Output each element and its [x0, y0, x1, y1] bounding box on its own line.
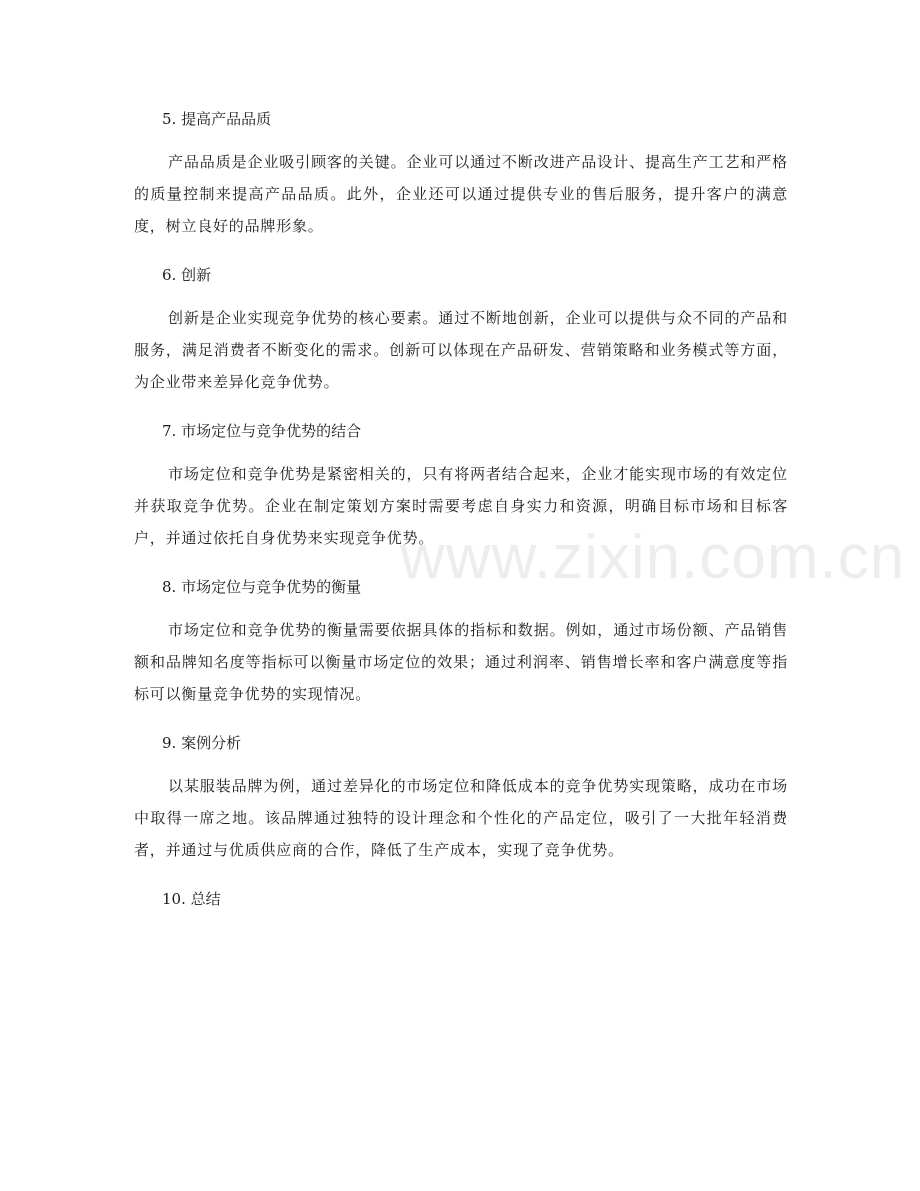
section-paragraph-9: 以某服装品牌为例，通过差异化的市场定位和降低成本的竞争优势实现策略，成功在市场中取得一席之地。该品牌通过独特的设计理念和个性化的产品定位，吸引了一大批年轻消费者，并通过与优质供应商的合作，降低了生产成本，实现了竞争优势。 — [134, 777, 788, 859]
section-heading-8: 8. 市场定位与竞争优势的衡量 — [162, 578, 362, 596]
watermark: www.zixin.com.cn — [400, 523, 906, 592]
document-body — [134, 104, 788, 926]
section-paragraph-7: 市场定位和竞争优势是紧密相关的，只有将两者结合起来，企业才能实现市场的有效定位并获取竞争优势。企业在制定策划方案时需要考虑自身实力和资源，明确目标市场和目标客户，并通过依托自身优势来实现竞争优势。 — [134, 465, 788, 547]
section-heading-6: 6. 创新 — [162, 266, 212, 284]
section-heading-10: 10. 总结 — [162, 890, 221, 908]
section-paragraph-5: 产品品质是企业吸引顾客的关键。企业可以通过不断改进产品设计、提高生产工艺和严格的质量控制来提高产品品质。此外，企业还可以通过提供专业的售后服务，提升客户的满意度，树立良好的品牌形象。 — [134, 153, 788, 235]
section-paragraph-8: 市场定位和竞争优势的衡量需要依据具体的指标和数据。例如，通过市场份额、产品销售额和品牌知名度等指标可以衡量市场定位的效果；通过利润率、销售增长率和客户满意度等指标可以衡量竞争优势的实现情况。 — [134, 621, 788, 703]
section-heading-9: 9. 案例分析 — [162, 734, 242, 752]
section-heading-7: 7. 市场定位与竞争优势的结合 — [162, 422, 362, 440]
section-heading-5: 5. 提高产品品质 — [162, 110, 272, 128]
section-paragraph-6: 创新是企业实现竞争优势的核心要素。通过不断地创新，企业可以提供与众不同的产品和服务，满足消费者不断变化的需求。创新可以体现在产品研发、营销策略和业务模式等方面，为企业带来差异化竞争优势。 — [134, 309, 788, 391]
